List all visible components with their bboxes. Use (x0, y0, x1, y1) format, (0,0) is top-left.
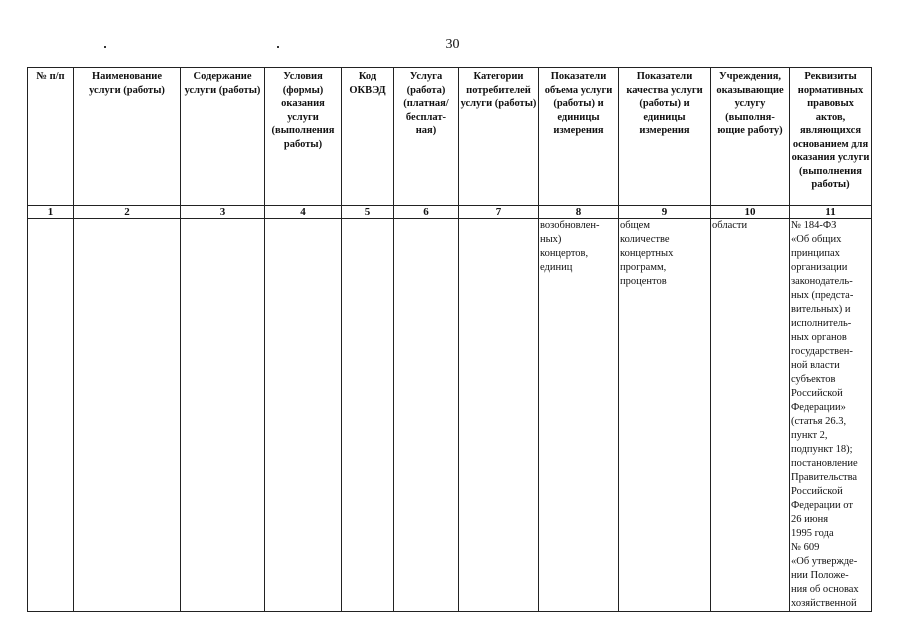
column-number-row (28, 206, 872, 219)
text-line: исполнитель- (791, 318, 852, 329)
header-cell: Содержание услуги (работы) (181, 68, 265, 206)
cell-consumer-categories (459, 219, 539, 612)
text-line: Российской (791, 388, 843, 399)
text-line: 26 июня (791, 514, 829, 525)
text-line: Федерации от (791, 500, 853, 511)
text-line: общем (620, 220, 650, 231)
cell-service-content (181, 219, 265, 612)
text-line: законодатель- (791, 276, 853, 287)
cell-number (28, 219, 74, 612)
text-line: № 609 (791, 542, 820, 553)
cell-okved (342, 219, 394, 612)
header-cell: Реквизиты нормативных правовых актов, являющихся основанием для оказания услуги (выполнения работы) (790, 68, 872, 206)
text-line: организации (791, 262, 848, 273)
text-line: вительных) и (791, 304, 851, 315)
header-cell: Показатели качества услуги (работы) и единицы измерения (619, 68, 711, 206)
header-cell: Услуга (работа) (платная/ бесплат- ная) (394, 68, 459, 206)
cell-conditions (265, 219, 342, 612)
column-number: 8 (539, 206, 619, 219)
text-line: «Об утвержде- (791, 556, 858, 567)
text-line: государствен- (791, 346, 853, 357)
text-line: ных (предста- (791, 290, 854, 301)
cell-volume-indicators (539, 219, 619, 612)
cell-paid-free (394, 219, 459, 612)
text-line: ния об основах (791, 584, 859, 595)
column-number: 5 (342, 206, 394, 219)
text-line: «Об общих (791, 234, 842, 245)
page-number: 30 (445, 37, 460, 52)
cell-service-name (74, 219, 181, 612)
column-number: 11 (790, 206, 872, 219)
text-line: нии Положе- (791, 570, 849, 581)
column-number: 2 (74, 206, 181, 219)
column-number: 1 (28, 206, 74, 219)
column-number: 7 (459, 206, 539, 219)
table-row (28, 219, 872, 612)
text-line: концертов, (540, 248, 589, 259)
cell-institutions (711, 219, 790, 612)
text-line: постановление (791, 458, 858, 469)
text-line: Федерации» (791, 402, 846, 413)
header-cell: Код ОКВЭД (342, 68, 394, 206)
header-cell: № п/п (28, 68, 74, 206)
header-cell: Наименование услуги (работы) (74, 68, 181, 206)
text-line: пункт 2, (791, 430, 828, 441)
text-line: единиц (540, 262, 573, 273)
text-line: концертных (620, 248, 674, 259)
text-line: 1995 года (791, 528, 834, 539)
scan-speck (104, 46, 106, 48)
text-line: № 184-ФЗ (791, 220, 837, 231)
text-line: области (712, 220, 748, 231)
cell-quality-indicators (619, 219, 711, 612)
text-line: (статья 26.3, (791, 416, 847, 427)
text-line: Российской (791, 486, 843, 497)
services-table (27, 67, 872, 612)
scan-speck (277, 46, 279, 48)
header-cell: Учреждения, оказывающие услугу (выполня- ющие работу) (711, 68, 790, 206)
column-number: 10 (711, 206, 790, 219)
header-cell: Категории потребителей услуги (работы) (459, 68, 539, 206)
text-line: подпункт 18); (791, 444, 853, 455)
column-number: 3 (181, 206, 265, 219)
text-line: ных) (540, 234, 562, 245)
column-number: 6 (394, 206, 459, 219)
text-line: принципах (791, 248, 840, 259)
header-cell: Условия (формы) оказания услуги (выполнения работы) (265, 68, 342, 206)
text-line: программ, (620, 262, 667, 273)
text-line: количестве (620, 234, 670, 245)
column-number: 4 (265, 206, 342, 219)
cell-legal-acts (790, 219, 872, 612)
text-line: ных органов (791, 332, 847, 343)
text-line: хозяйственной (791, 598, 857, 609)
column-number: 9 (619, 206, 711, 219)
text-line: процентов (620, 276, 667, 287)
text-line: субъектов (791, 374, 836, 385)
header-row (28, 68, 872, 206)
header-cell: Показатели объема услуги (работы) и единицы измерения (539, 68, 619, 206)
text-line: Правительства (791, 472, 858, 483)
text-line: возобновлен- (540, 220, 600, 231)
text-line: ной власти (791, 360, 840, 371)
